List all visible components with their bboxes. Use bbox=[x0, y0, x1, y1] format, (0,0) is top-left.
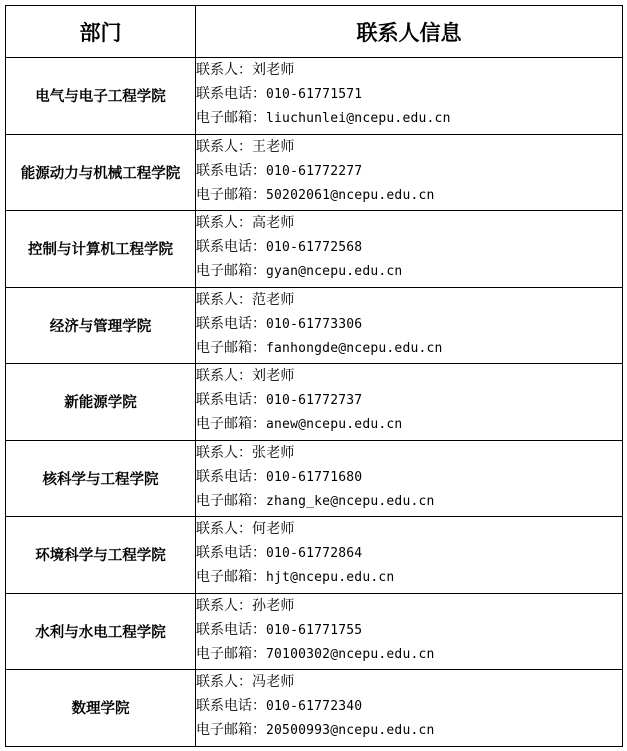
email-label: 电子邮箱： bbox=[196, 339, 266, 356]
email-label: 电子邮箱： bbox=[196, 110, 266, 126]
phone-line bbox=[196, 541, 622, 565]
email-address: liuchunlei@ncepu.edu.cn bbox=[266, 111, 451, 126]
contact-label: 联系人： bbox=[196, 368, 252, 384]
table-row bbox=[6, 593, 623, 670]
contact-label: 联系人： bbox=[196, 521, 252, 537]
contact-label: 联系人： bbox=[196, 291, 252, 308]
dept-name: 新能源学院 bbox=[6, 364, 196, 441]
email-line bbox=[196, 183, 622, 207]
contact-name: 王老师 bbox=[252, 138, 295, 155]
phone-label: 联系电话： bbox=[196, 239, 266, 255]
contact-line bbox=[196, 670, 622, 694]
dept-name: 核科学与工程学院 bbox=[6, 440, 196, 517]
contact-label: 联系人： bbox=[196, 62, 252, 78]
email-line bbox=[196, 412, 622, 436]
table-header-row bbox=[6, 6, 623, 58]
phone-number: 010-61772277 bbox=[266, 163, 363, 179]
phone-label: 联系电话： bbox=[196, 698, 266, 714]
phone-line bbox=[196, 465, 622, 489]
contact-info-cell bbox=[196, 364, 623, 441]
contact-name: 范老师 bbox=[252, 291, 295, 308]
phone-line bbox=[196, 618, 622, 642]
contact-name: 孙老师 bbox=[252, 597, 295, 614]
table-row bbox=[6, 58, 623, 135]
email-address: anew@ncepu.edu.cn bbox=[266, 417, 403, 432]
email-address: 70100302@ncepu.edu.cn bbox=[266, 646, 435, 662]
phone-line bbox=[196, 159, 622, 183]
phone-number: 010-61772864 bbox=[266, 546, 363, 561]
email-address: fanhongde@ncepu.edu.cn bbox=[266, 340, 443, 356]
dept-name: 控制与计算机工程学院 bbox=[6, 211, 196, 288]
contact-line bbox=[196, 594, 622, 618]
contact-info-cell bbox=[196, 134, 623, 211]
dept-name: 经济与管理学院 bbox=[6, 287, 196, 364]
email-line bbox=[196, 336, 622, 360]
phone-label: 联系电话： bbox=[196, 545, 266, 561]
phone-number: 010-61772737 bbox=[266, 393, 363, 408]
email-label: 电子邮箱： bbox=[196, 645, 266, 662]
phone-number: 010-61771680 bbox=[266, 469, 363, 485]
phone-label: 联系电话： bbox=[196, 621, 266, 638]
contact-label: 联系人： bbox=[196, 215, 252, 231]
phone-label: 联系电话： bbox=[196, 162, 266, 179]
email-line bbox=[196, 718, 622, 742]
table-row bbox=[6, 517, 623, 594]
contact-line bbox=[196, 135, 622, 159]
dept-name: 数理学院 bbox=[6, 670, 196, 747]
contact-line bbox=[196, 517, 622, 541]
contact-info-cell bbox=[196, 58, 623, 135]
phone-number: 010-61773306 bbox=[266, 316, 363, 332]
email-address: 20500993@ncepu.edu.cn bbox=[266, 723, 435, 738]
phone-number: 010-61771755 bbox=[266, 622, 363, 638]
dept-name: 电气与电子工程学院 bbox=[6, 58, 196, 135]
table-row bbox=[6, 364, 623, 441]
contact-info-cell bbox=[196, 593, 623, 670]
table-row bbox=[6, 440, 623, 517]
phone-line bbox=[196, 388, 622, 412]
header-dept: 部门 bbox=[6, 6, 196, 58]
phone-line bbox=[196, 235, 622, 259]
table-row bbox=[6, 134, 623, 211]
email-label: 电子邮箱： bbox=[196, 263, 266, 279]
contact-label: 联系人： bbox=[196, 444, 252, 461]
email-line bbox=[196, 106, 622, 130]
email-address: gyan@ncepu.edu.cn bbox=[266, 264, 403, 279]
email-address: zhang_ke@ncepu.edu.cn bbox=[266, 493, 435, 509]
contact-name: 刘老师 bbox=[252, 368, 295, 384]
table-row bbox=[6, 211, 623, 288]
contact-info-cell bbox=[196, 211, 623, 288]
table-body bbox=[6, 58, 623, 747]
contact-line bbox=[196, 441, 622, 465]
contact-label: 联系人： bbox=[196, 138, 252, 155]
contact-info-cell bbox=[196, 517, 623, 594]
phone-label: 联系电话： bbox=[196, 315, 266, 332]
email-label: 电子邮箱： bbox=[196, 569, 266, 585]
email-line bbox=[196, 565, 622, 589]
email-label: 电子邮箱： bbox=[196, 416, 266, 432]
contact-name: 张老师 bbox=[252, 444, 295, 461]
contact-line bbox=[196, 364, 622, 388]
contact-label: 联系人： bbox=[196, 597, 252, 614]
phone-number: 010-61772340 bbox=[266, 699, 363, 714]
email-label: 电子邮箱： bbox=[196, 722, 266, 738]
email-line bbox=[196, 642, 622, 666]
contact-name: 高老师 bbox=[252, 215, 295, 231]
email-address: hjt@ncepu.edu.cn bbox=[266, 570, 395, 585]
phone-line bbox=[196, 312, 622, 336]
contacts-table bbox=[5, 5, 623, 747]
contact-info-cell bbox=[196, 440, 623, 517]
table-row bbox=[6, 287, 623, 364]
dept-name: 能源动力与机械工程学院 bbox=[6, 134, 196, 211]
header-contact-info: 联系人信息 bbox=[196, 6, 623, 58]
phone-line bbox=[196, 694, 622, 718]
contact-info-cell bbox=[196, 670, 623, 747]
contact-name: 刘老师 bbox=[252, 62, 295, 78]
phone-line bbox=[196, 82, 622, 106]
phone-label: 联系电话： bbox=[196, 392, 266, 408]
email-address: 50202061@ncepu.edu.cn bbox=[266, 187, 435, 203]
email-line bbox=[196, 259, 622, 283]
dept-name: 水利与水电工程学院 bbox=[6, 593, 196, 670]
phone-number: 010-61771571 bbox=[266, 87, 363, 102]
table-row bbox=[6, 670, 623, 747]
phone-label: 联系电话： bbox=[196, 86, 266, 102]
contact-name: 何老师 bbox=[252, 521, 295, 537]
contact-name: 冯老师 bbox=[252, 674, 295, 690]
contact-line bbox=[196, 211, 622, 235]
email-line bbox=[196, 489, 622, 513]
contact-label: 联系人： bbox=[196, 674, 252, 690]
contact-line bbox=[196, 288, 622, 312]
phone-label: 联系电话： bbox=[196, 468, 266, 485]
contact-line bbox=[196, 58, 622, 82]
dept-name: 环境科学与工程学院 bbox=[6, 517, 196, 594]
contact-info-cell bbox=[196, 287, 623, 364]
phone-number: 010-61772568 bbox=[266, 240, 363, 255]
email-label: 电子邮箱： bbox=[196, 186, 266, 203]
email-label: 电子邮箱： bbox=[196, 492, 266, 509]
